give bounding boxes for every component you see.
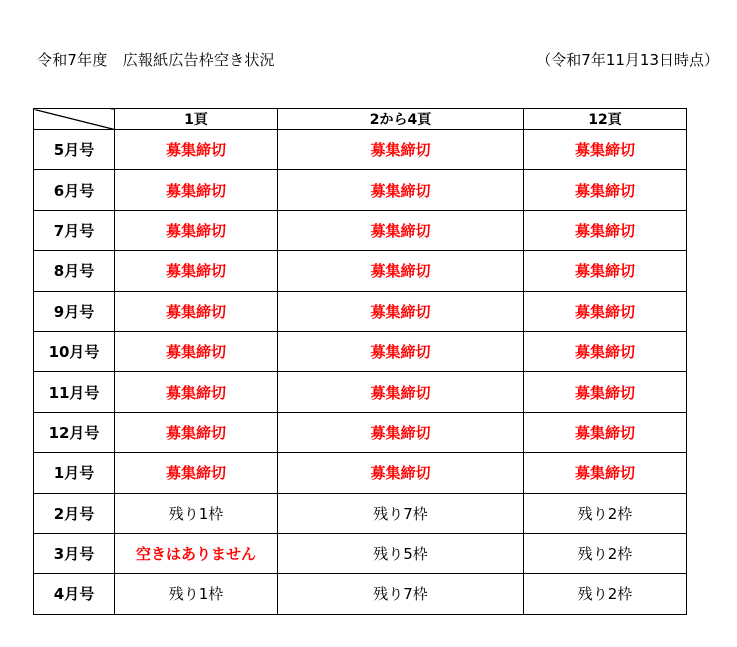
as-of-date: （令和7年11月13日時点） xyxy=(536,51,719,69)
availability-cell-page-12: 募集締切 xyxy=(524,453,687,493)
row-month-label: 10月号 xyxy=(34,331,115,371)
table-row xyxy=(34,251,687,291)
availability-cell-page-12: 募集締切 xyxy=(524,170,687,210)
table-row xyxy=(34,331,687,371)
availability-cell-page-1: 募集締切 xyxy=(115,412,278,452)
row-month-label: 3月号 xyxy=(34,533,115,573)
ad-availability-table xyxy=(33,108,687,615)
row-month-label: 9月号 xyxy=(34,291,115,331)
row-month-label: 1月号 xyxy=(34,453,115,493)
availability-cell-page-1: 募集締切 xyxy=(115,331,278,371)
availability-cell-page-12: 募集締切 xyxy=(524,251,687,291)
availability-cell-page-1: 募集締切 xyxy=(115,453,278,493)
availability-cell-page-1: 募集締切 xyxy=(115,251,278,291)
availability-cell-pages-2-4: 募集締切 xyxy=(278,453,524,493)
table-row xyxy=(34,412,687,452)
row-month-label: 4月号 xyxy=(34,574,115,614)
availability-cell-pages-2-4: 募集締切 xyxy=(278,412,524,452)
table-row xyxy=(34,130,687,170)
availability-cell-page-12: 募集締切 xyxy=(524,412,687,452)
row-month-label: 12月号 xyxy=(34,412,115,452)
page-title: 令和7年度 広報紙広告枠空き状況 xyxy=(37,51,275,69)
availability-cell-page-12: 残り2枠 xyxy=(524,533,687,573)
table-row xyxy=(34,291,687,331)
availability-cell-pages-2-4: 募集締切 xyxy=(278,291,524,331)
availability-cell-page-1: 募集締切 xyxy=(115,291,278,331)
availability-cell-page-1: 募集締切 xyxy=(115,210,278,250)
row-month-label: 11月号 xyxy=(34,372,115,412)
availability-cell-page-1: 募集締切 xyxy=(115,130,278,170)
table-row xyxy=(34,533,687,573)
availability-cell-pages-2-4: 募集締切 xyxy=(278,130,524,170)
availability-cell-page-12: 残り2枠 xyxy=(524,574,687,614)
row-month-label: 7月号 xyxy=(34,210,115,250)
table-header-row xyxy=(34,109,687,130)
availability-cell-page-12: 残り2枠 xyxy=(524,493,687,533)
table-body xyxy=(34,130,687,615)
availability-cell-pages-2-4: 募集締切 xyxy=(278,331,524,371)
table-row xyxy=(34,210,687,250)
table-row xyxy=(34,493,687,533)
availability-cell-page-12: 募集締切 xyxy=(524,210,687,250)
availability-cell-page-12: 募集締切 xyxy=(524,331,687,371)
availability-cell-page-12: 募集締切 xyxy=(524,372,687,412)
table-row xyxy=(34,170,687,210)
availability-cell-page-1: 募集締切 xyxy=(115,170,278,210)
availability-cell-page-1: 残り1枠 xyxy=(115,574,278,614)
table-row xyxy=(34,574,687,614)
availability-cell-pages-2-4: 募集締切 xyxy=(278,210,524,250)
availability-cell-pages-2-4: 募集締切 xyxy=(278,170,524,210)
row-month-label: 6月号 xyxy=(34,170,115,210)
availability-cell-page-12: 募集締切 xyxy=(524,291,687,331)
availability-cell-pages-2-4: 残り5枠 xyxy=(278,533,524,573)
row-month-label: 2月号 xyxy=(34,493,115,533)
availability-cell-page-1: 残り1枠 xyxy=(115,493,278,533)
row-month-label: 5月号 xyxy=(34,130,115,170)
table-row xyxy=(34,372,687,412)
column-header-page-1: 1頁 xyxy=(115,109,278,130)
availability-cell-pages-2-4: 残り7枠 xyxy=(278,574,524,614)
availability-cell-pages-2-4: 募集締切 xyxy=(278,251,524,291)
availability-cell-page-1: 募集締切 xyxy=(115,372,278,412)
availability-cell-pages-2-4: 残り7枠 xyxy=(278,493,524,533)
column-header-page-12: 12頁 xyxy=(524,109,687,130)
table-row xyxy=(34,453,687,493)
availability-cell-page-1: 空きはありません xyxy=(115,533,278,573)
row-month-label: 8月号 xyxy=(34,251,115,291)
availability-cell-pages-2-4: 募集締切 xyxy=(278,372,524,412)
availability-cell-page-12: 募集締切 xyxy=(524,130,687,170)
column-header-pages-2-4: 2から4頁 xyxy=(278,109,524,130)
corner-cell xyxy=(34,109,115,130)
